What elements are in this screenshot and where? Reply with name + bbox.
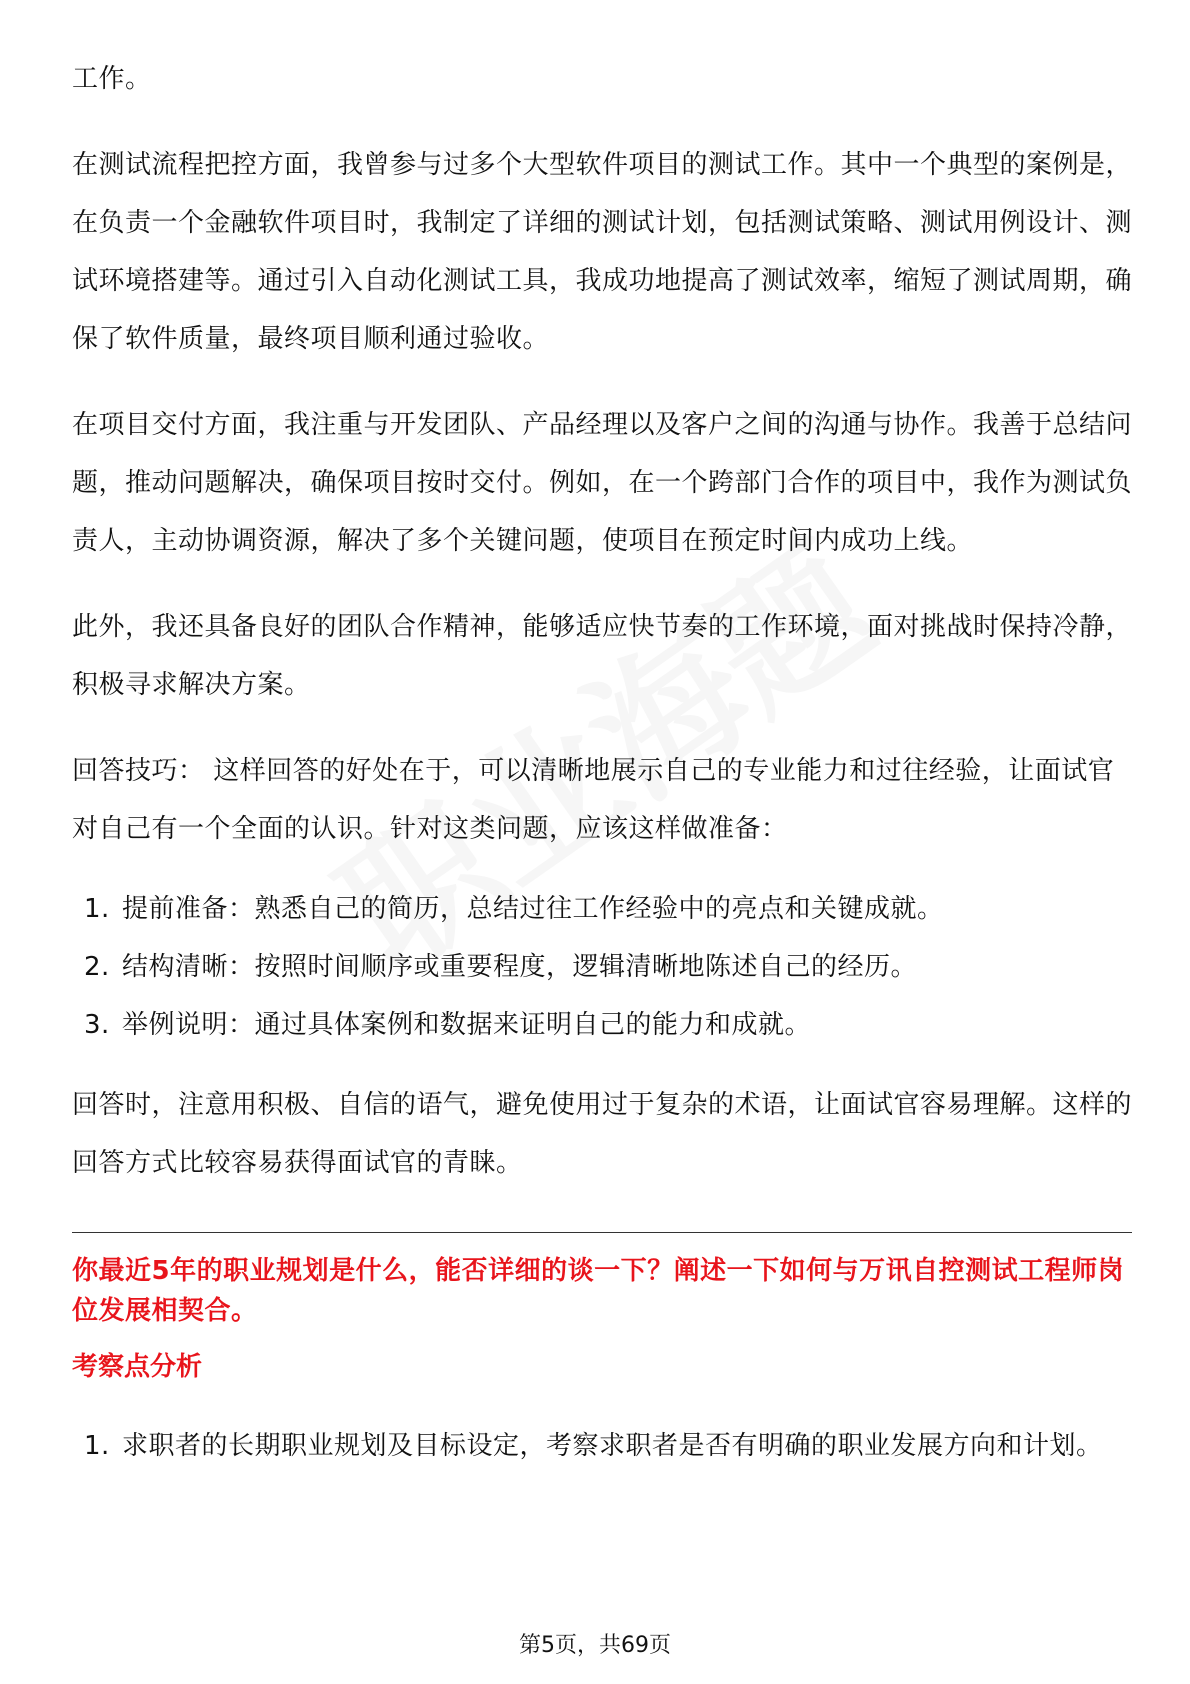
list-item [72,938,1132,996]
list-item [72,996,1132,1054]
paragraph-test-process: 在测试流程把控方面，我曾参与过多个大型软件项目的测试工作。其中一个典型的案例是，在负责一个金融软件项目时，我制定了详细的测试计划，包括测试策略、测试用例设计、测试环境搭建等。通过引入自动化测试工具，我成功地提高了测试效率，缩短了测试周期，确保了软件质量，最终项目顺利通过验收。 [72,150,1133,354]
list-item-text: 提前准备：熟悉自己的简历，总结过往工作经验中的亮点和关键成就。 [122,894,944,924]
analysis-list [72,1417,1132,1475]
paragraph-closing: 回答时，注意用积极、自信的语气，避免使用过于复杂的术语，让面试官容易理解。这样的回答方式比较容易获得面试官的青睐。 [72,1090,1133,1178]
paragraph-answer-tips: 回答技巧： 这样回答的好处在于，可以清晰地展示自己的专业能力和过往经验，让面试官对自己有一个全面的认识。针对这类问题，应该这样做准备： [72,756,1115,844]
question-heading: 你最近5年的职业规划是什么，能否详细的谈一下？阐述一下如何与万讯自控测试工程师岗位发展相契合。 [72,1256,1125,1326]
list-item-text: 求职者的长期职业规划及目标设定，考察求职者是否有明确的职业发展方向和计划。 [122,1431,1103,1461]
page-content [72,50,1132,1475]
list-item-number: 1. [84,894,110,924]
list-item-number: 2. [84,952,110,982]
paragraph-continuation: 工作。 [72,64,152,94]
list-item [72,880,1132,938]
page-number-footer: 第5页，共69页 [519,1633,671,1658]
list-item [72,1417,1132,1475]
paragraph-project-delivery: 在项目交付方面，我注重与开发团队、产品经理以及客户之间的沟通与协作。我善于总结问题，推动问题解决，确保项目按时交付。例如，在一个跨部门合作的项目中，我作为测试负责人，主动协调资源，解决了多个关键问题，使项目在预定时间内成功上线。 [72,410,1133,556]
paragraph-teamwork: 此外，我还具备良好的团队合作精神，能够适应快节奏的工作环境，面对挑战时保持冷静，积极寻求解决方案。 [72,612,1133,700]
list-item-number: 3. [84,1010,110,1040]
list-item-text: 举例说明：通过具体案例和数据来证明自己的能力和成就。 [122,1010,812,1040]
tips-list [72,880,1132,1054]
list-item-text: 结构清晰：按照时间顺序或重要程度，逻辑清晰地陈述自己的经历。 [122,952,918,982]
analysis-heading: 考察点分析 [72,1352,203,1382]
list-item-number: 1. [84,1431,110,1461]
